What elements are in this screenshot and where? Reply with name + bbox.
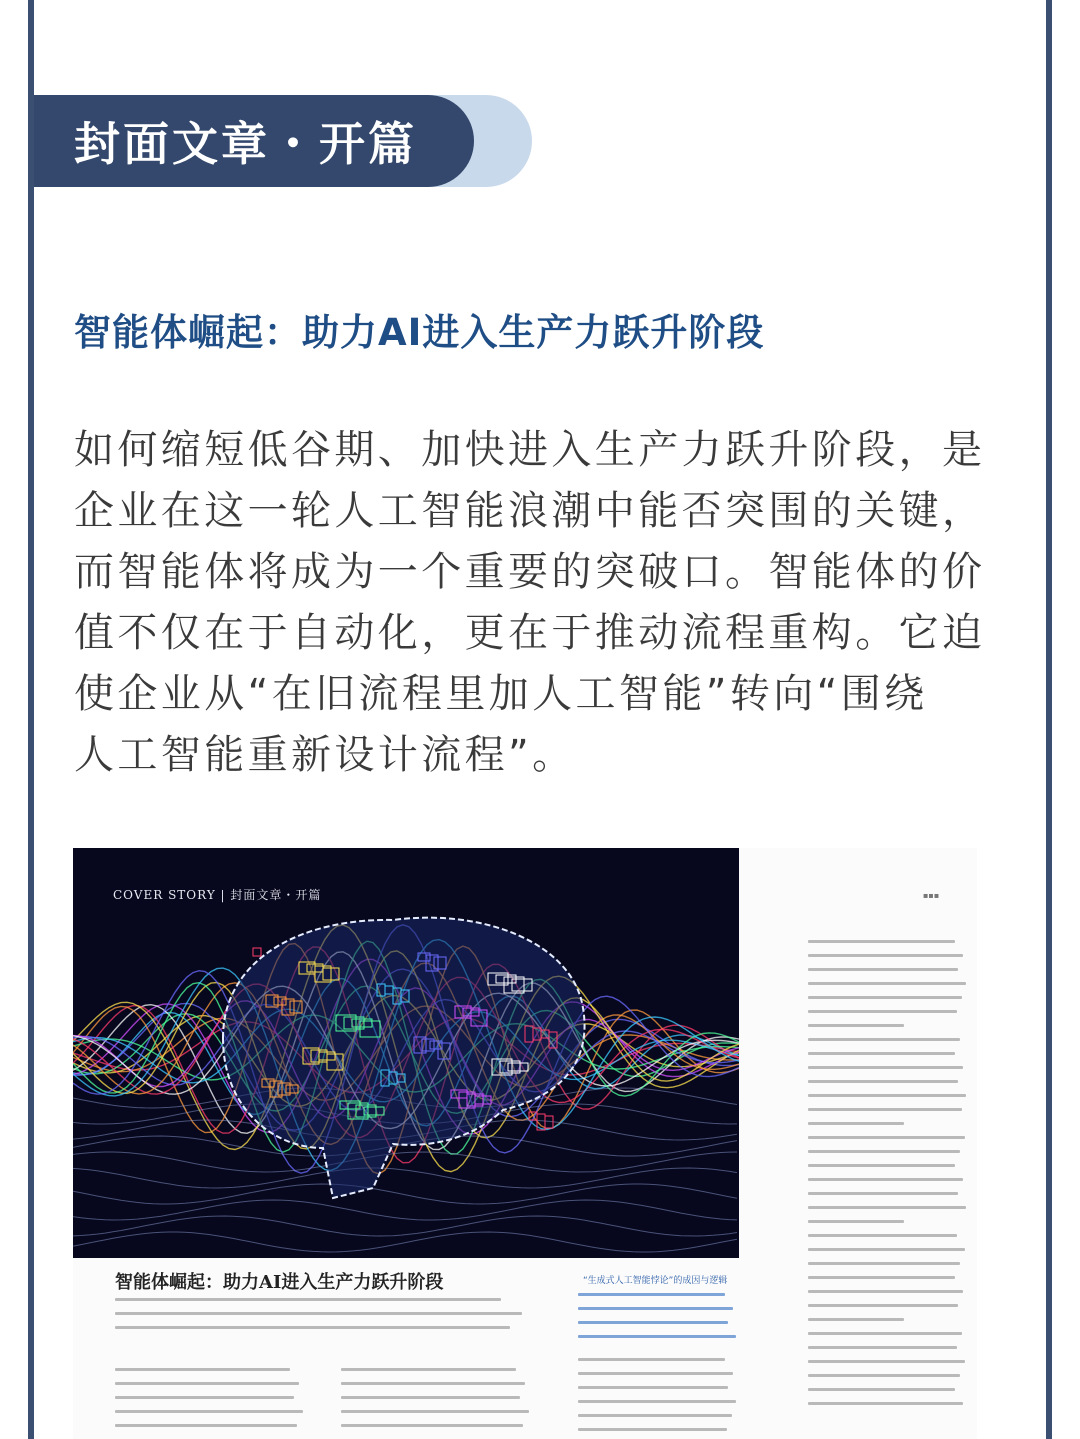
intro-line: 使企业从“在旧流程里加人工智能”转向“围绕 (74, 671, 928, 717)
spread-side-subtitle: “生成式人工智能悖论”的成因与逻辑 (583, 1276, 728, 1286)
left-frame-border (28, 0, 34, 1439)
text-line (115, 1312, 522, 1315)
body-column-3 (578, 1358, 738, 1439)
text-line (115, 1298, 501, 1301)
text-line (115, 1382, 299, 1385)
text-line (808, 1346, 957, 1349)
brain-outline (223, 918, 585, 1198)
text-line (808, 1066, 963, 1069)
text-line (808, 1192, 958, 1195)
text-line (808, 1332, 962, 1335)
text-line (808, 1304, 958, 1307)
text-line (808, 1290, 963, 1293)
article-intro (74, 420, 1014, 786)
text-line (808, 996, 962, 999)
text-line (578, 1307, 733, 1310)
intro-line: 企业在这一轮人工智能浪潮中能否突围的关键， (74, 488, 986, 534)
text-line (808, 1024, 904, 1027)
side-column-text (808, 940, 968, 1416)
magazine-spread-image (73, 848, 977, 1439)
intro-line: 如何缩短低谷期、加快进入生产力跃升阶段，是 (74, 427, 986, 473)
contour-line (73, 1200, 737, 1220)
side-author-label: ▪▪▪ (923, 891, 940, 900)
text-line (578, 1321, 728, 1324)
text-line (341, 1396, 520, 1399)
text-line (341, 1368, 516, 1371)
cover-brand-label: COVER STORY | 封面文章・开篇 (113, 888, 322, 902)
text-line (808, 1220, 904, 1223)
cover-illustration (73, 848, 739, 1258)
text-line (808, 1010, 957, 1013)
text-line (808, 1136, 965, 1139)
intro-line: 而智能体将成为一个重要的突破口。智能体的价 (74, 549, 986, 595)
brain-wave-graphic (73, 848, 739, 1258)
text-line (578, 1335, 736, 1338)
text-line (808, 1080, 958, 1083)
text-line (808, 1262, 960, 1265)
text-line (578, 1414, 732, 1417)
spread-article-title: 智能体崛起：助力AI进入生产力跃升阶段 (115, 1272, 444, 1293)
text-line (115, 1368, 290, 1371)
text-line (808, 1108, 962, 1111)
text-line (808, 1094, 966, 1097)
text-line (808, 1248, 965, 1251)
text-line (115, 1326, 510, 1329)
text-line (341, 1410, 529, 1413)
text-line (808, 1164, 955, 1167)
text-line (808, 954, 963, 957)
banner-label: 封面文章・开篇 (74, 117, 417, 171)
text-line (808, 1038, 960, 1041)
text-line (808, 1402, 963, 1405)
side-pullquote (578, 1293, 738, 1349)
banner-label-box (34, 95, 474, 187)
deck-text (115, 1298, 535, 1340)
text-line (115, 1424, 297, 1427)
section-banner (34, 95, 504, 187)
text-line (808, 1150, 960, 1153)
text-line (578, 1358, 725, 1361)
text-line (808, 1206, 966, 1209)
text-line (341, 1424, 523, 1427)
text-line (578, 1400, 736, 1403)
text-line (578, 1428, 727, 1431)
intro-line: 人工智能重新设计流程”。 (74, 732, 576, 778)
text-line (808, 1178, 963, 1181)
article-headline: 智能体崛起：助力AI进入生产力跃升阶段 (74, 311, 765, 354)
text-line (808, 1318, 904, 1321)
text-line (578, 1386, 728, 1389)
text-line (808, 968, 958, 971)
contour-line (73, 1184, 737, 1204)
text-line (808, 1388, 955, 1391)
circuit-cell (253, 948, 261, 956)
contour-line (73, 1168, 737, 1188)
text-line (808, 1122, 904, 1125)
text-line (115, 1396, 294, 1399)
text-line (341, 1382, 525, 1385)
intro-line: 值不仅在于自动化，更在于推动流程重构。它迫 (74, 610, 986, 656)
text-line (808, 1276, 955, 1279)
text-line (808, 982, 966, 985)
text-line (115, 1410, 303, 1413)
text-line (808, 1374, 960, 1377)
text-line (808, 1234, 957, 1237)
text-line (808, 1360, 965, 1363)
text-line (578, 1293, 725, 1296)
text-line (808, 1052, 955, 1055)
body-column-1 (115, 1368, 305, 1438)
text-line (808, 940, 955, 943)
right-frame-border (1046, 0, 1052, 1439)
text-line (578, 1372, 733, 1375)
body-column-2 (341, 1368, 531, 1438)
